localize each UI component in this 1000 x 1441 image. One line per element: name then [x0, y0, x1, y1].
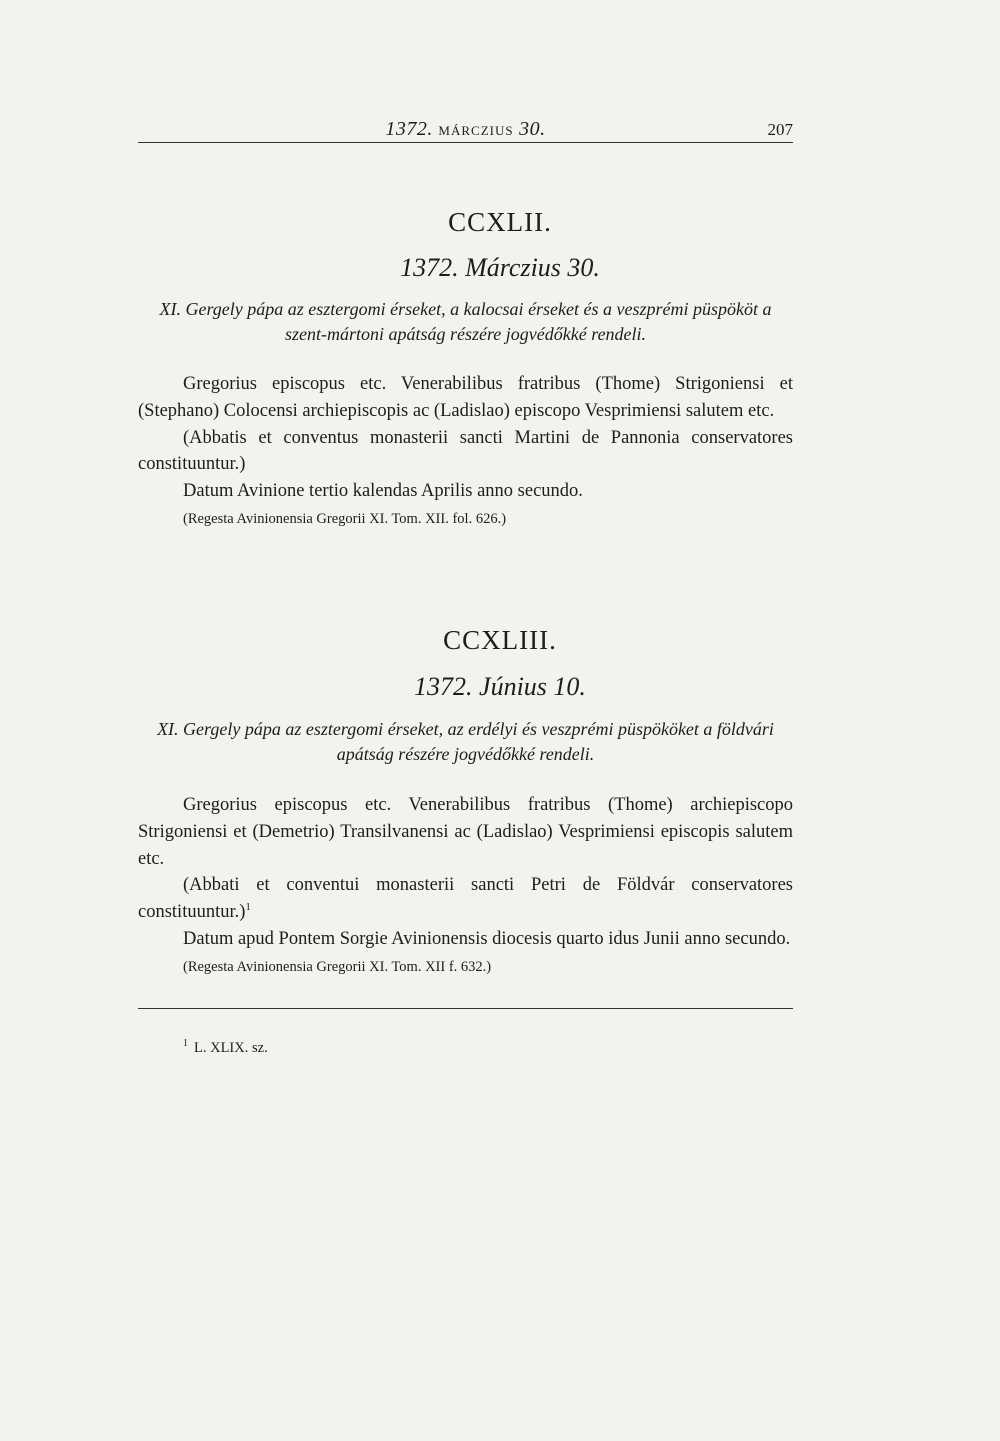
summary-line: XI. Gergely pápa az esztergomi érseket, az erdélyi és veszprémi püspököket a földvári	[157, 719, 774, 739]
section-body	[138, 371, 793, 531]
section-date: 1372. Márczius 30.	[400, 253, 600, 282]
section-body	[138, 792, 793, 979]
running-header	[138, 114, 793, 144]
body-paragraph: Gregorius episcopus etc. Venerabilibus fratribus (Thome) Strigoniensi et (Stephano) Colocensi archiepiscopis ac (Ladislao) episcopo Vesprimiensi salutem etc.	[138, 374, 793, 421]
running-title	[138, 118, 793, 141]
footnote-marker: 1	[245, 901, 251, 914]
body-paragraph: (Abbatis et conventus monasterii sancti Martini de Pannonia conservatores constituuntur.)	[138, 427, 793, 475]
footnote-rule	[138, 1008, 793, 1009]
body-paragraph: Datum Avinione tertio kalendas Aprilis anno secundo.	[183, 481, 583, 502]
source-citation: (Regesta Avinionensia Gregorii XI. Tom. XII. fol. 626.)	[183, 510, 507, 527]
header-rule	[138, 142, 793, 143]
section-date: 1372. Június 10.	[414, 672, 586, 701]
summary-line: XI. Gergely pápa az esztergomi érseket, a kalocsai érseket és a veszprémi püspököt a	[159, 299, 772, 319]
header-day: 30.	[519, 118, 546, 140]
summary-line: apátság részére jogvédőkké rendeli.	[336, 744, 595, 764]
source-citation: (Regesta Avinionensia Gregorii XI. Tom. XII f. 632.)	[183, 958, 492, 975]
section-number: CCXLII.	[448, 207, 552, 237]
footnote-number: 1	[183, 1038, 188, 1049]
footnote-text: L. XLIX. sz.	[194, 1039, 268, 1056]
page-number: 207	[767, 120, 793, 139]
header-year: 1372.	[385, 118, 433, 140]
section-number: CCXLIII.	[443, 625, 557, 655]
section-summary	[138, 717, 793, 767]
summary-line: szent-mártoni apátság részére jogvédőkké rendeli.	[284, 324, 647, 344]
body-paragraph: Datum apud Pontem Sorgie Avinionensis diocesis quarto idus Junii anno secundo.	[183, 928, 791, 949]
body-paragraph	[138, 872, 793, 926]
footnote	[183, 1038, 268, 1057]
paragraph-text: (Abbati et conventui monasterii sancti Petri de Földvár conservatores constituuntur.)	[138, 875, 793, 923]
header-month: MÁRCZIUS	[438, 123, 514, 138]
body-paragraph: Gregorius episcopus etc. Venerabilibus fratribus (Thome) archiepiscopo Strigoniensi et (Demetrio) Transilvanensi ac (Ladislao) Vesprimiensi episcopis salutem etc.	[138, 795, 793, 869]
section-summary	[138, 297, 793, 347]
